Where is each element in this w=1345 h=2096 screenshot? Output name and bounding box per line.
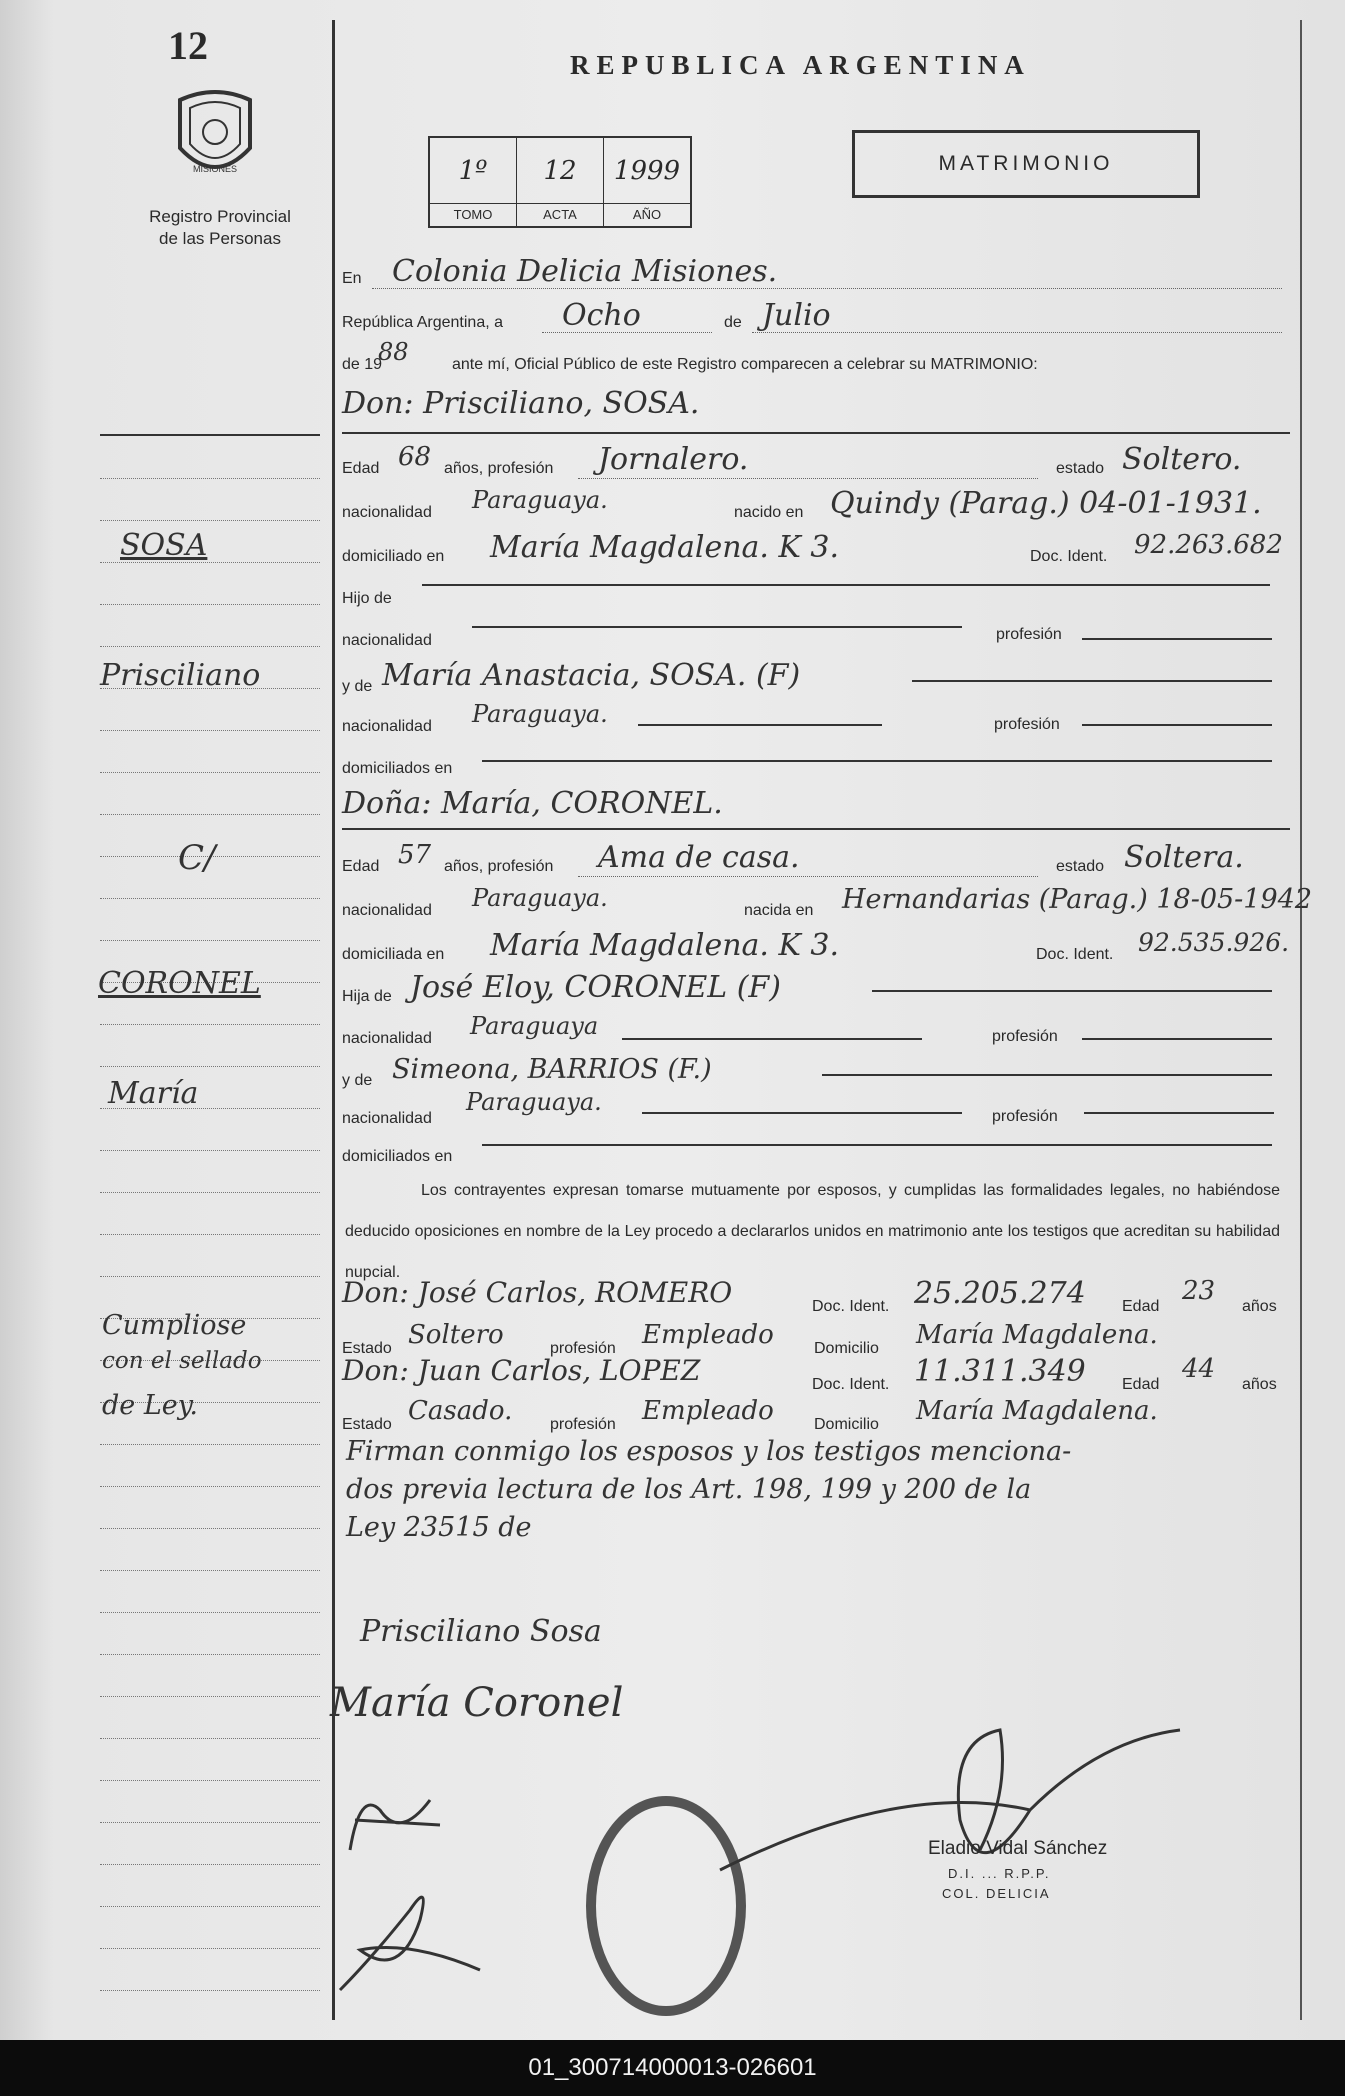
witness-1-status: Soltero: [408, 1320, 504, 1350]
bride-status: Soltera.: [1124, 840, 1244, 875]
witness-1-profession: Empleado: [642, 1320, 774, 1350]
ano-cell: [604, 138, 690, 226]
closing-note-3: Ley 23515 de: [346, 1512, 532, 1543]
witness-2-profession: Empleado: [642, 1396, 774, 1426]
groom-status: Soltero.: [1122, 442, 1242, 477]
closing-note-2: dos previa lectura de los Art. 198, 199 y 200 de la: [346, 1474, 1032, 1505]
officer-name: Eladio Vidal Sánchez: [928, 1838, 1108, 1859]
year-row: de 19 88 ante mí, Oficial Público de este Registro comparecen a celebrar su MATRIMONIO:: [342, 338, 1038, 373]
footer-id: 01_300714000013-026601: [0, 2040, 1345, 2096]
bride-birthplace: Hernandarias (Parag.) 18-05-1942: [842, 884, 1313, 915]
witness-2-age: 44: [1182, 1354, 1216, 1384]
groom-name: Don: Prisciliano, SOSA.: [342, 386, 700, 421]
bride-name-row: [342, 782, 1282, 822]
groom-nationality-row: nacionalidad Paraguaya. nacido en Quindy (Parag.) 04-01-1931.: [342, 486, 1262, 521]
groom-parents-address-row: domiciliados en: [342, 742, 1282, 782]
bride-address: María Magdalena. K 3.: [490, 928, 840, 963]
groom-father-row: Hijo de: [342, 572, 1282, 612]
closing-note-1: Firman conmigo los esposos y los testigos menciona-: [346, 1436, 1072, 1467]
witness-1-name: Don: José Carlos, ROMERO: [342, 1276, 733, 1309]
intro-statement: ante mí, Oficial Público de este Registro comparecen a celebrar su MATRIMONIO:: [452, 356, 1038, 373]
acta-label: ACTA: [517, 203, 603, 226]
margin-groom-name: Prisciliano: [100, 658, 261, 693]
bride-parents-address-row: domiciliados en: [342, 1132, 1282, 1172]
officer-title: D.I. ... R.P.P.: [948, 1866, 1051, 1881]
groom-profession: Jornalero.: [598, 442, 749, 477]
groom-name-row: [342, 384, 1282, 424]
witness-1-address: María Magdalena.: [916, 1320, 1158, 1350]
bride-nationality: Paraguaya.: [472, 884, 608, 912]
bride-mother-nationality: Paraguaya.: [466, 1088, 602, 1116]
document-type-box: MATRIMONIO: [852, 130, 1200, 198]
witness-signature-mark-icon: [340, 1780, 450, 1870]
ano-value: 1999: [613, 156, 681, 186]
groom-mother-nat-row: nacionalidad Paraguaya. profesión: [342, 700, 1282, 740]
page-number: 12: [168, 23, 208, 68]
margin-connector: C/: [178, 838, 216, 878]
bride-nationality-row: nacionalidad Paraguaya. nacida en Hernandarias (Parag.) 18-05-1942: [342, 884, 1313, 919]
groom-signature: Prisciliano Sosa: [360, 1614, 602, 1649]
bride-father-row: Hija de José Eloy, CORONEL (F): [342, 970, 1282, 1010]
country-header: REPUBLICA ARGENTINA: [570, 50, 1031, 80]
groom-age: 68: [398, 442, 432, 472]
bride-mother-row: y de Simeona, BARRIOS (F.): [342, 1054, 1282, 1094]
witness-1-details-row: Estado Soltero profesión Empleado Domicilio María Magdalena.: [342, 1320, 1158, 1357]
place-value: Colonia Delicia Misiones.: [392, 254, 778, 289]
volume-box: [428, 136, 692, 228]
seal-text: MISIONES: [192, 164, 238, 174]
bride-profession: Ama de casa.: [598, 840, 800, 875]
witness-2-name: Don: Juan Carlos, LOPEZ: [342, 1354, 701, 1387]
margin-bride-name: María: [108, 1076, 199, 1111]
year-suffix: 88: [378, 338, 409, 366]
bride-address-row: domiciliada en María Magdalena. K 3. Doc. Ident. 92.535.926.: [342, 928, 1290, 963]
day-value: Ocho: [562, 298, 641, 333]
bride-age: 57: [398, 840, 432, 870]
bride-age-row: Edad 57 años, profesión Ama de casa. estado Soltera.: [342, 840, 1244, 875]
margin-groom-surname: SOSA: [120, 528, 208, 563]
witness-2-status: Casado.: [408, 1396, 513, 1426]
witness-2-address: María Magdalena.: [916, 1396, 1158, 1426]
witness-1-row: Don: José Carlos, ROMERO Doc. Ident. 25.205.274 Edad 23 años: [342, 1276, 1277, 1315]
groom-address-row: domiciliado en María Magdalena. K 3. Doc. Ident. 92.263.682: [342, 530, 1283, 565]
witness-2-details-row: Estado Casado. profesión Empleado Domicilio María Magdalena.: [342, 1396, 1158, 1433]
witness-1-doc: 25.205.274: [914, 1276, 1086, 1311]
margin-note-3: de Ley.: [102, 1390, 199, 1421]
bride-mother: Simeona, BARRIOS (F.): [392, 1054, 712, 1085]
groom-birthplace: Quindy (Parag.) 04-01-1931.: [830, 486, 1262, 521]
registry-name: Registro Provincial de las Personas: [149, 207, 291, 248]
witness-1-age: 23: [1182, 1276, 1216, 1306]
declaration-text: Los contrayentes expresan tomarse mutuamente por esposos, y cumplidas las formalidades legales, no habiéndose deducido oposiciones en nombre de la Ley procedo a declararlos unidos en matrimonio ante los testigos que acreditan su habilidad nupcial.: [345, 1182, 1280, 1281]
margin-bride-surname: CORONEL: [98, 966, 261, 1001]
bride-father-nationality: Paraguaya: [470, 1012, 599, 1040]
officer-office: COL. DELICIA: [942, 1886, 1051, 1901]
groom-mother: María Anastacia, SOSA. (F): [382, 658, 801, 693]
date-row: República Argentina, a Ocho de Julio: [342, 298, 1282, 338]
bride-father-nat-row: nacionalidad Paraguaya profesión: [342, 1012, 1282, 1052]
tomo-value: 1º: [458, 156, 488, 186]
acta-value: 12: [543, 156, 577, 186]
tomo-label: TOMO: [430, 203, 516, 226]
place-row: En Colonia Delicia Misiones.: [342, 254, 1282, 294]
groom-nationality: Paraguaya.: [472, 486, 608, 514]
month-value: Julio: [762, 298, 831, 333]
bride-doc: 92.535.926.: [1138, 928, 1290, 957]
groom-address: María Magdalena. K 3.: [490, 530, 840, 565]
bride-name: Doña: María, CORONEL.: [342, 786, 723, 821]
acta-cell: [517, 138, 604, 226]
tomo-cell: [430, 138, 517, 226]
ano-label: AÑO: [604, 203, 690, 226]
witness-2-doc: 11.311.349: [914, 1354, 1086, 1389]
groom-age-row: Edad 68 años, profesión Jornalero. estado Soltero.: [342, 442, 1242, 477]
groom-father-nat-row: nacionalidad profesión: [342, 614, 1282, 654]
bride-mother-nat-row: nacionalidad Paraguaya. profesión: [342, 1092, 1282, 1132]
bride-signature: María Coronel: [330, 1680, 624, 1726]
provincial-seal-icon: [170, 86, 260, 186]
bride-father: José Eloy, CORONEL (F): [410, 970, 781, 1005]
margin-note-1: Cumpliose: [102, 1310, 247, 1341]
witness-signature-scrawl-icon: [330, 1870, 500, 2010]
margin-note-2: con el sellado: [102, 1348, 262, 1374]
groom-mother-nationality: Paraguaya.: [472, 700, 608, 728]
groom-doc: 92.263.682: [1134, 530, 1283, 560]
witness-2-row: Don: Juan Carlos, LOPEZ Doc. Ident. 11.311.349 Edad 44 años: [342, 1354, 1277, 1393]
groom-mother-row: y de María Anastacia, SOSA. (F): [342, 656, 1282, 696]
